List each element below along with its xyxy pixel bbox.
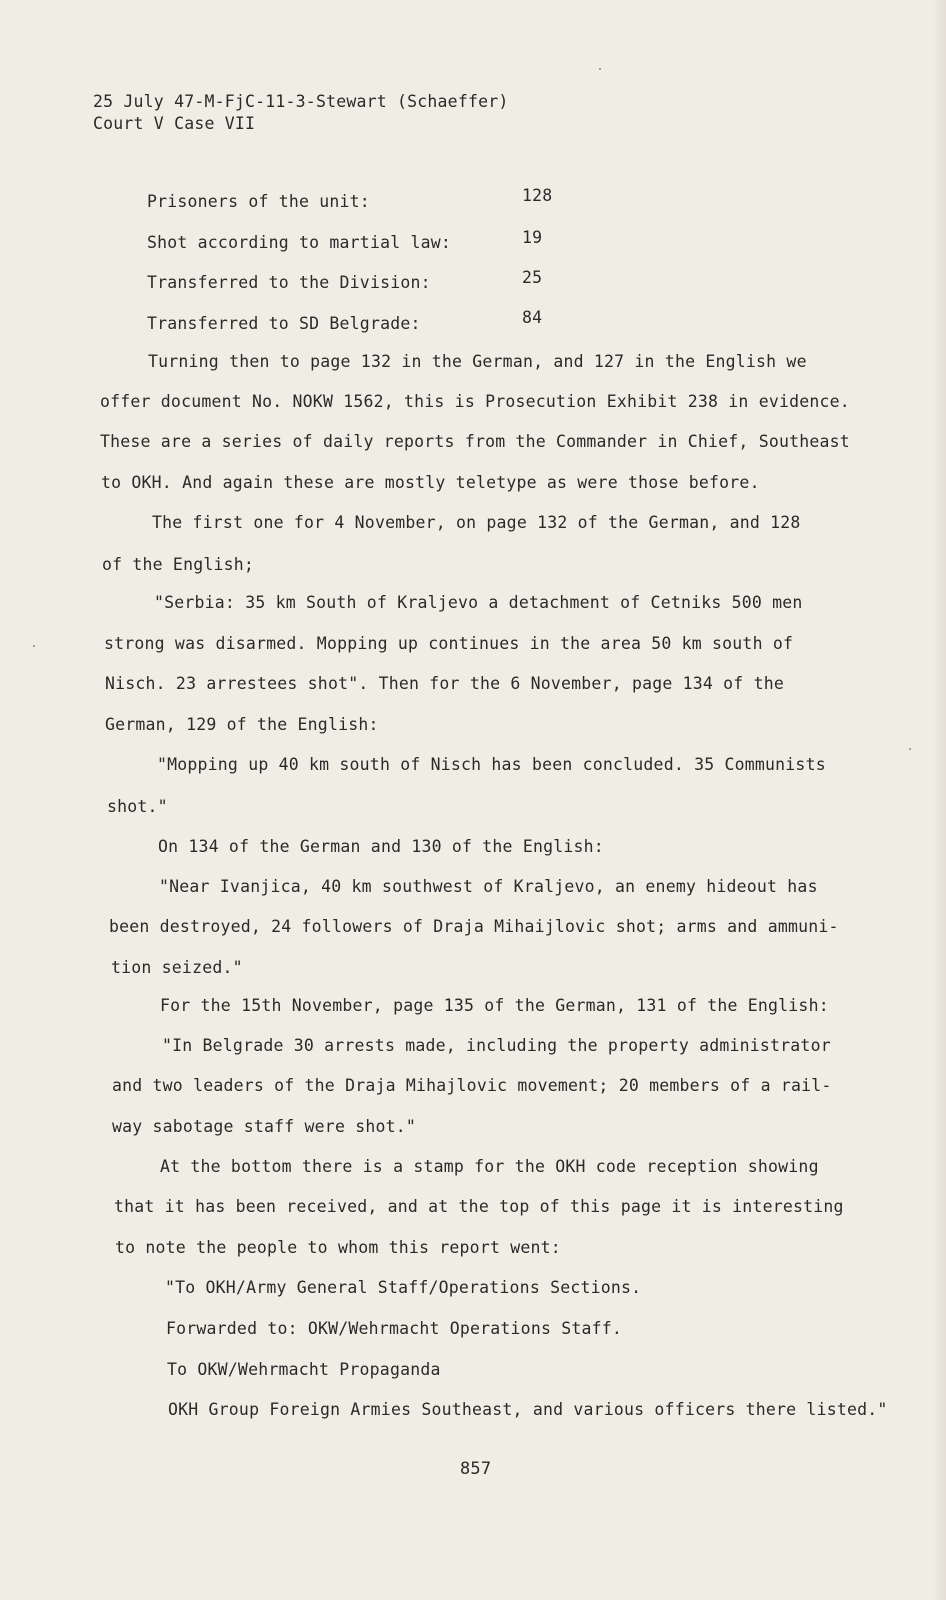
body-line: "Mopping up 40 km south of Nisch has been concluded. 35 Communists: [157, 755, 826, 774]
header-line-2: Court V Case VII: [93, 114, 256, 133]
stat-value: 84: [522, 308, 543, 327]
stat-value: 25: [522, 268, 543, 287]
body-line: shot.": [107, 797, 168, 816]
body-line: been destroyed, 24 followers of Draja Mihaijlovic shot; arms and ammuni-: [109, 917, 839, 936]
header-line-1: 25 July 47-M-FjC-11-3-Stewart (Schaeffer): [93, 92, 509, 111]
stat-label: Shot according to martial law:: [147, 233, 452, 252]
paper-speck: [909, 748, 911, 750]
body-line: These are a series of daily reports from the Commander in Chief, Southeast: [100, 432, 850, 451]
body-line: "Near Ivanjica, 40 km southwest of Kraljevo, an enemy hideout has: [159, 877, 818, 896]
paper-speck: [33, 645, 35, 647]
body-line: to OKH. And again these are mostly teletype as were those before.: [101, 473, 760, 492]
body-line: "In Belgrade 30 arrests made, including the property administrator: [162, 1036, 831, 1055]
body-line: offer document No. NOKW 1562, this is Prosecution Exhibit 238 in evidence.: [100, 392, 850, 411]
body-line: At the bottom there is a stamp for the OKH code reception showing: [160, 1157, 819, 1176]
body-line: that it has been received, and at the top of this page it is interesting: [114, 1197, 844, 1216]
body-line: and two leaders of the Draja Mihajlovic movement; 20 members of a rail-: [112, 1076, 832, 1095]
body-line: Turning then to page 132 in the German, and 127 in the English we: [148, 352, 807, 371]
page-number: 857: [460, 1459, 492, 1479]
body-line: "Serbia: 35 km South of Kraljevo a detachment of Cetniks 500 men: [154, 593, 803, 612]
body-line: of the English;: [102, 555, 255, 574]
body-line: On 134 of the German and 130 of the English:: [158, 837, 604, 856]
body-line: to note the people to whom this report went:: [115, 1238, 561, 1257]
body-line: strong was disarmed. Mopping up continues in the area 50 km south of: [104, 634, 794, 653]
body-line: To OKW/Wehrmacht Propaganda: [167, 1360, 441, 1379]
paper-speck: [599, 68, 601, 70]
body-line: For the 15th November, page 135 of the German, 131 of the English:: [160, 996, 829, 1015]
stat-value: 128: [522, 186, 553, 205]
body-line: way sabotage staff were shot.": [112, 1117, 417, 1136]
stat-label: Transferred to the Division:: [147, 273, 431, 292]
stat-value: 19: [522, 228, 543, 247]
stat-label: Transferred to SD Belgrade:: [147, 314, 421, 333]
stat-label: Prisoners of the unit:: [147, 192, 370, 211]
body-line: OKH Group Foreign Armies Southeast, and various officers there listed.": [168, 1400, 888, 1419]
body-line: Forwarded to: OKW/Wehrmacht Operations Staff.: [166, 1319, 623, 1338]
page-edge-shadow: [932, 0, 946, 1600]
body-line: German, 129 of the English:: [105, 715, 379, 734]
body-line: tion seized.": [111, 958, 243, 977]
body-line: "To OKH/Army General Staff/Operations Sections.: [165, 1278, 642, 1297]
body-line: Nisch. 23 arrestees shot". Then for the 6 November, page 134 of the: [105, 674, 784, 693]
body-line: The first one for 4 November, on page 132 of the German, and 128: [152, 513, 801, 532]
